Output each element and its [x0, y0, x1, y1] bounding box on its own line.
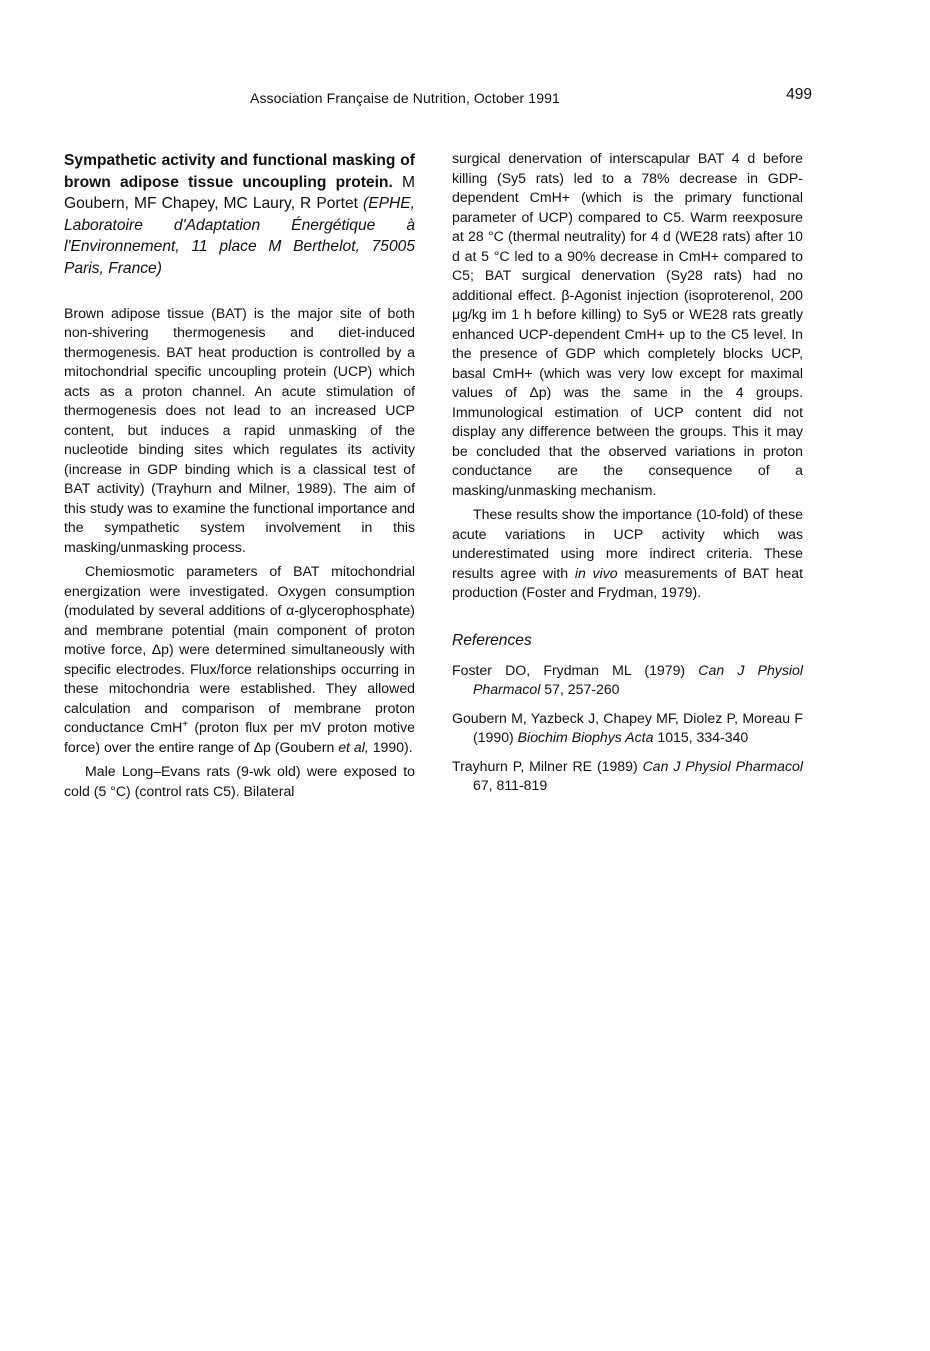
reference-item	[452, 661, 803, 700]
body-paragraph-3: Male Long–Evans rats (9-wk old) were exposed to cold (5 °C) (control rats C5). Bilateral	[64, 763, 415, 799]
body-paragraph-2	[64, 562, 415, 757]
body-paragraph-2-part-c: 1990).	[368, 738, 413, 755]
reference-authors: Foster DO, Frydman ML (1979)	[452, 661, 699, 678]
reference-journal: Can J Physiol Pharmacol	[473, 661, 803, 697]
reference-authors: Goubern M, Yazbeck J, Chapey MF, Diolez P, Moreau F (1990)	[452, 709, 803, 745]
body-paragraph-2-part-b: (proton flux per mV proton motive force) over the entire range of Δp (Goubern	[64, 719, 415, 755]
article-title-block	[64, 150, 415, 280]
body-paragraph-4-part-a: These results show the importance (10-fold) of these acute variations in UCP activity which was underestimated using more indirect criteria. These results agree with	[452, 506, 803, 581]
left-column	[64, 150, 415, 801]
reference-journal: Biochim Biophys Acta	[517, 729, 654, 745]
et-al: et al,	[338, 738, 369, 755]
references-list	[452, 661, 803, 796]
references-heading: References	[452, 631, 532, 649]
reference-item	[452, 709, 803, 748]
body-paragraph-2-part-a: Chemiosmotic parameters of BAT mitochondrial energization were investigated. Oxygen consumption (modulated by several additions of α-glycerophosphate) and membrane potential (main component of proton motive force, Δp) were determined simultaneously with specific electrodes. Flux/force relationships occurring in these mitochondria were established. They allowed calculation and comparison of membrane proton conductance CmH	[64, 563, 415, 736]
superscript-plus: +	[182, 719, 189, 731]
reference-citation: 1015, 334-340	[653, 729, 749, 745]
in-vivo: in vivo	[574, 564, 618, 581]
running-header: Association Française de Nutrition, October 1991	[250, 90, 560, 106]
reference-authors: Trayhurn P, Milner RE (1989)	[452, 757, 643, 774]
body-paragraph-1: Brown adipose tissue (BAT) is the major site of both non-shivering thermogenesis and diet-induced thermogenesis. BAT heat production is controlled by a mitochondrial specific uncoupling protein (UCP) which acts as a proton channel. An acute stimulation of thermogenesis does not lead to an increased UCP content, but induces a rapid unmasking of the nucleotide binding sites which regulates its activity (increase in GDP binding which is a classical test of BAT activity) (Trayhurn and Milner, 1989). The aim of this study was to examine the functional importance and the sympathetic system involvement in this masking/unmasking process.	[64, 304, 415, 555]
article-affiliation: (EPHE, Laboratoire d'Adaptation Énergétique à l'Environnement, 11 place M Berthelot, 75005 Paris, France)	[64, 195, 415, 277]
reference-citation: 67, 811-819	[473, 777, 548, 793]
reference-citation: 57, 257-260	[540, 681, 620, 697]
right-column	[452, 150, 803, 805]
body-paragraph-3-continued: surgical denervation of interscapular BAT 4 d before killing (Sy5 rats) led to a 78% decrease in GDP-dependent CmH+ (which is the primary functional parameter of UCP) compared to C5. Warm reexposure at 28 °C (thermal neutrality) for 4 d (WE28 rats) after 10 d at 5 °C led to a 90% decrease in CmH+ compared to C5; BAT surgical denervation (Sy28 rats) had no additional effect. β-Agonist injection (isoproterenol, 200 μg/kg im 1 h before killing) to Sy5 or WE28 rats greatly enhanced UCP-dependent CmH+ up to the C5 level. In the presence of GDP which completely blocks UCP, basal CmH+ (which was very low except for maximal values of Δp) was the same in the 4 groups. Immunological estimation of UCP content did not display any difference between the groups. This it may be concluded that the observed variations in proton conductance are the consequence of a masking/unmasking mechanism.	[452, 150, 803, 498]
page-number: 499	[786, 86, 812, 103]
reference-item	[452, 757, 803, 796]
body-paragraph-4	[452, 505, 803, 603]
reference-journal: Can J Physiol Pharmacol	[642, 757, 804, 774]
article-title: Sympathetic activity and functional masking of brown adipose tissue uncoupling protein.	[64, 152, 415, 191]
article-authors: M Goubern, MF Chapey, MC Laury, R Portet	[64, 173, 415, 213]
body-paragraph-4-part-b: measurements of BAT heat production (Foster and Frydman, 1979).	[452, 564, 803, 600]
